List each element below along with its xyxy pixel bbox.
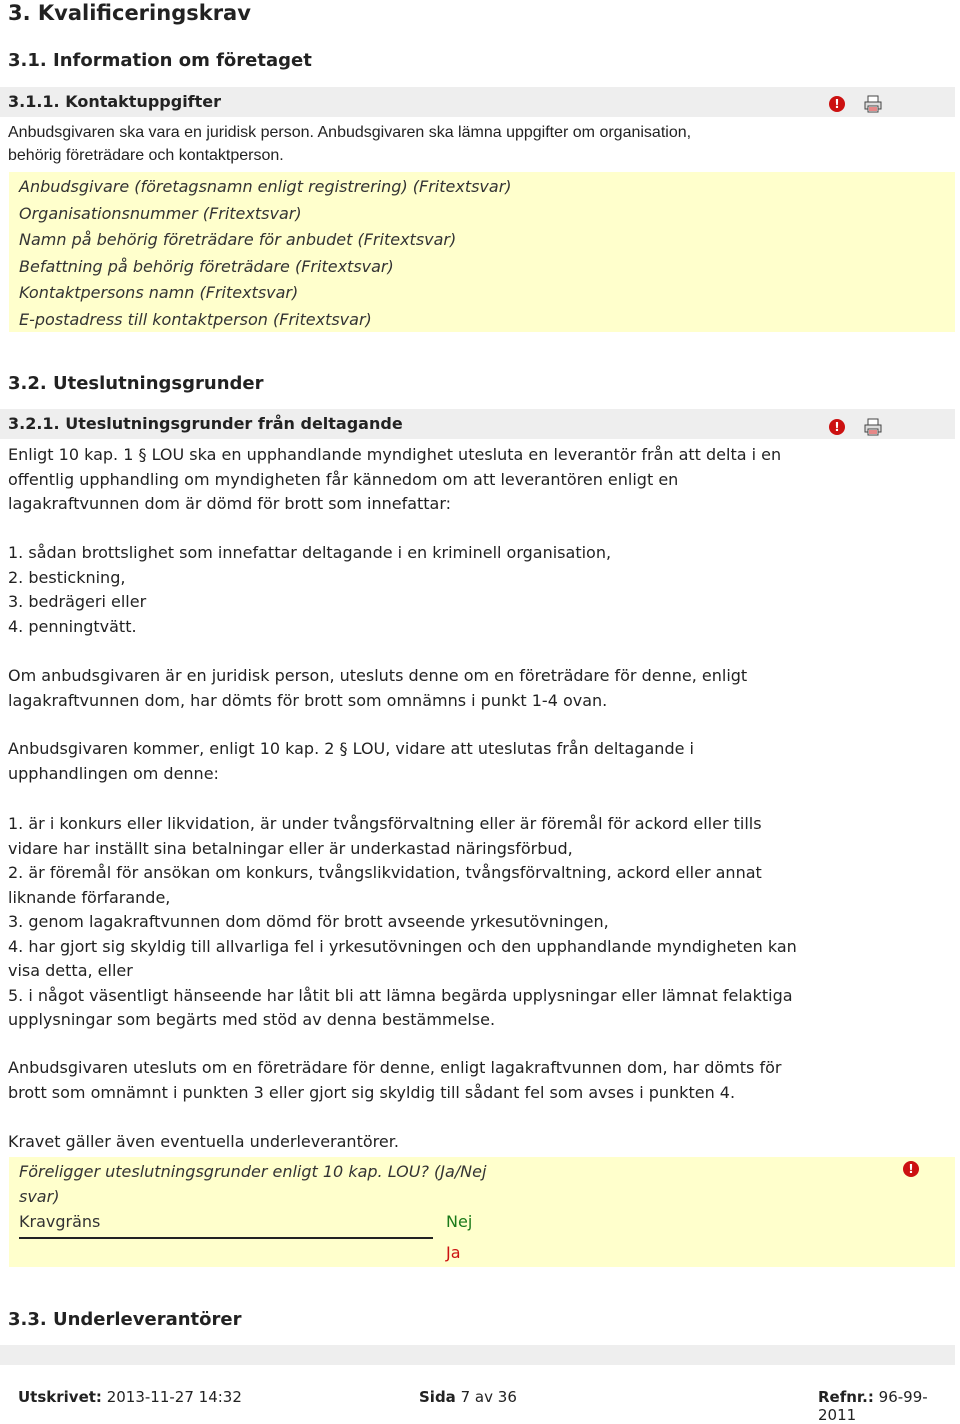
question-text: Föreligger uteslutningsgrunder enligt 10 kap. LOU? (Ja/Nej svar) (19, 1162, 487, 1206)
paragraph-representative: Anbudsgivaren utesluts om en företrädare för denne, enligt lagakraftvunnen dom, har dömts för brott som omnämnt i punkten 3 eller gjort sig skyldig till sådant fel som avses i punkten 4. (8, 1058, 782, 1102)
kravgrans-divider (19, 1237, 433, 1239)
footer-ref-label: Refnr.: (818, 1388, 874, 1406)
footer-ref (818, 1388, 960, 1424)
paragraph-exclusion-intro: Enligt 10 kap. 1 § LOU ska en upphandlande myndighet utesluta en leverantör från att delta i en offentlig upphandling om myndigheten får kännedom om att leverantören enligt en lagakraftvunnen dom är dömd för brott som innefattar: (8, 445, 782, 513)
warning-icon: ! (903, 1161, 919, 1177)
paragraph-subcontractors-apply: Kravet gäller även eventuella underleverantörer. (8, 1132, 399, 1151)
field-representative-name: Namn på behörig företrädare för anbudet (Fritextsvar) (19, 230, 457, 250)
list-item: 4. har gjort sig skyldig till allvarliga fel i yrkesutövningen och den upphandlande myndigheten kan visa detta, eller (8, 936, 797, 980)
warning-icon: ! (829, 96, 845, 112)
footer-page (419, 1388, 517, 1406)
paragraph-legal-person: Om anbudsgivaren är en juridisk person, utesluts denne om en företrädare för denne, enligt lagakraftvunnen dom, har dömts för brott som omnämns i punkt 1-4 ovan. (8, 666, 748, 710)
section-heading-3-2: 3.2. Uteslutningsgrunder (8, 373, 264, 394)
list-item: 5. i något väsentligt hänseende har låtit bli att lämna begärda upplysningar eller lämnat felaktiga upplysningar som begärts med stöd av denna bestämmelse. (8, 985, 793, 1029)
list-item: 2. är föremål för ansökan om konkurs, tvångslikvidation, tvångsförvaltning, ackord eller annat liknande förfarande, (8, 863, 762, 907)
footer-printed (18, 1388, 242, 1406)
list-item: 3. genom lagakraftvunnen dom dömd för brott avseende yrkesutövningen, (8, 912, 609, 931)
kravgrans-label: Kravgräns (19, 1212, 101, 1231)
footer-printed-value: 2013-11-27 14:32 (106, 1388, 242, 1406)
list-item: 3. bedrägeri eller (8, 592, 147, 611)
answer-nej[interactable]: Nej (446, 1212, 473, 1231)
footer-page-label: Sida (419, 1388, 456, 1406)
question-box (9, 1157, 955, 1267)
field-company-name: Anbudsgivare (företagsnamn enligt registrering) (Fritextsvar) (19, 177, 512, 196)
footer-bar (0, 1345, 955, 1365)
intro-paragraph: Anbudsgivaren ska vara en juridisk person. Anbudsgivaren ska lämna uppgifter om organisation, behörig företrädare och kontaktperson. (8, 124, 692, 164)
footer-page-num: 7 (460, 1388, 471, 1406)
answer-ja[interactable]: Ja (446, 1243, 461, 1262)
paragraph-further-exclusion: Anbudsgivaren kommer, enligt 10 kap. 2 § LOU, vidare att uteslutas från deltagande i upphandlingen om denne: (8, 739, 694, 783)
field-representative-title: Befattning på behörig företrädare (Fritextsvar) (19, 256, 394, 276)
section-heading-3-1: 3.1. Information om företaget (8, 50, 312, 71)
footer-ref-value: 96-99-2011 (818, 1388, 928, 1424)
print-icon[interactable] (863, 95, 885, 113)
contact-fields-box (9, 172, 955, 332)
list-item: 2. bestickning, (8, 567, 126, 587)
footer-page-of: av (474, 1388, 493, 1406)
list-exclusion-crimes (8, 541, 798, 639)
field-org-number: Organisationsnummer (Fritextsvar) (19, 203, 302, 223)
print-icon[interactable] (863, 418, 885, 436)
footer-page-total: 36 (497, 1388, 517, 1406)
section-heading-3-2-1: 3.2.1. Uteslutningsgrunder från deltagande (8, 414, 403, 433)
list-further-exclusion (8, 812, 798, 1033)
warning-icon: ! (829, 419, 845, 435)
footer-printed-label: Utskrivet: (18, 1388, 102, 1406)
list-item: 1. är i konkurs eller likvidation, är under tvångsförvaltning eller är föremål för ackord eller tills vidare har inställt sina betalningar eller är underkastad näringsförbud, (8, 814, 762, 858)
list-item: 4. penningtvätt. (8, 616, 137, 636)
section-heading-3-1-1: 3.1.1. Kontaktuppgifter (8, 92, 222, 111)
section-heading-3: 3. Kvalificeringskrav (8, 1, 251, 25)
section-heading-3-3: 3.3. Underleverantörer (8, 1309, 242, 1330)
field-contact-name: Kontaktpersons namn (Fritextsvar) (19, 283, 299, 303)
list-item: 1. sådan brottslighet som innefattar deltagande i en kriminell organisation, (8, 543, 612, 562)
field-contact-email: E-postadress till kontaktperson (Fritextsvar) (19, 310, 372, 329)
